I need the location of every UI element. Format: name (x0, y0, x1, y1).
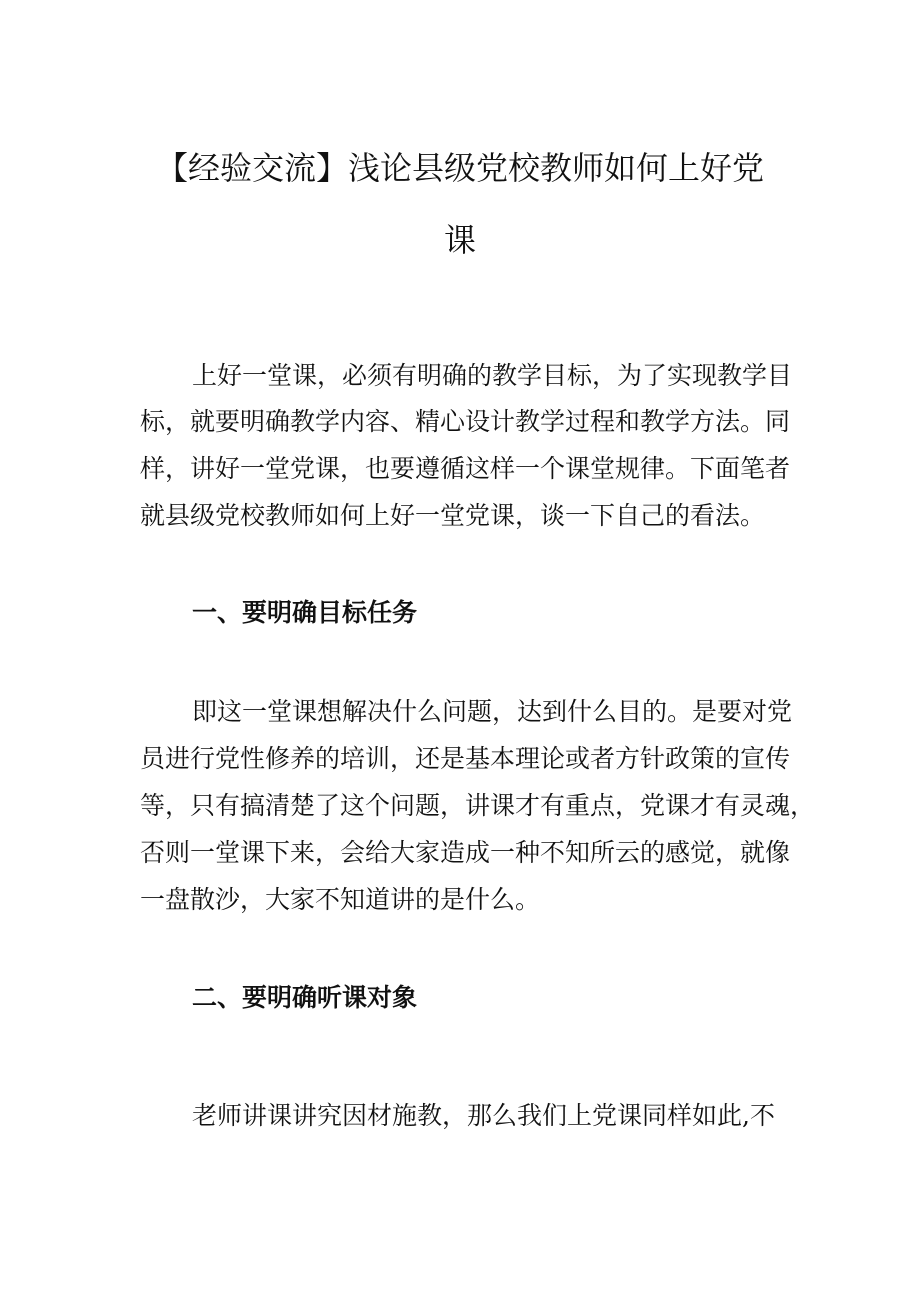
paragraph-1-line-3: 样，讲好一堂党课，也要遵循这样一个课堂规律。下面笔者 (140, 454, 791, 483)
paragraph-1-line-1: 上好一堂课，必须有明确的教学目标，为了实现教学目 (192, 361, 793, 390)
section-heading-2: 二、要明确听课对象 (192, 983, 418, 1012)
paragraph-2-line-2: 员进行党性修养的培训，还是基本理论或者方针政策的宣传 (140, 744, 791, 773)
paragraph-2-line-4: 否则一堂课下来，会给大家造成一种不知所云的感觉，就像 (140, 838, 791, 867)
section-heading-1: 一、要明确目标任务 (192, 598, 418, 627)
document-title-line-2: 课 (443, 221, 476, 259)
paragraph-1-line-2: 标，就要明确教学内容、精心设计教学过程和教学方法。同 (140, 407, 791, 436)
paragraph-1-line-4: 就县级党校教师如何上好一堂党课，谈一下自己的看法。 (140, 501, 766, 530)
document-title-line-1: 【经验交流】浅论县级党校教师如何上好党 (155, 149, 764, 187)
paragraph-2-line-1: 即这一堂课想解决什么问题，达到什么目的。是要对党 (192, 697, 793, 726)
paragraph-3-line-1: 老师讲课讲究因材施教，那么我们上党课同样如此,不 (192, 1101, 775, 1130)
paragraph-2-line-5: 一盘散沙，大家不知道讲的是什么。 (140, 885, 541, 914)
paragraph-2-line-3: 等，只有搞清楚了这个问题，讲课才有重点，党课才有灵魂， (140, 791, 816, 820)
